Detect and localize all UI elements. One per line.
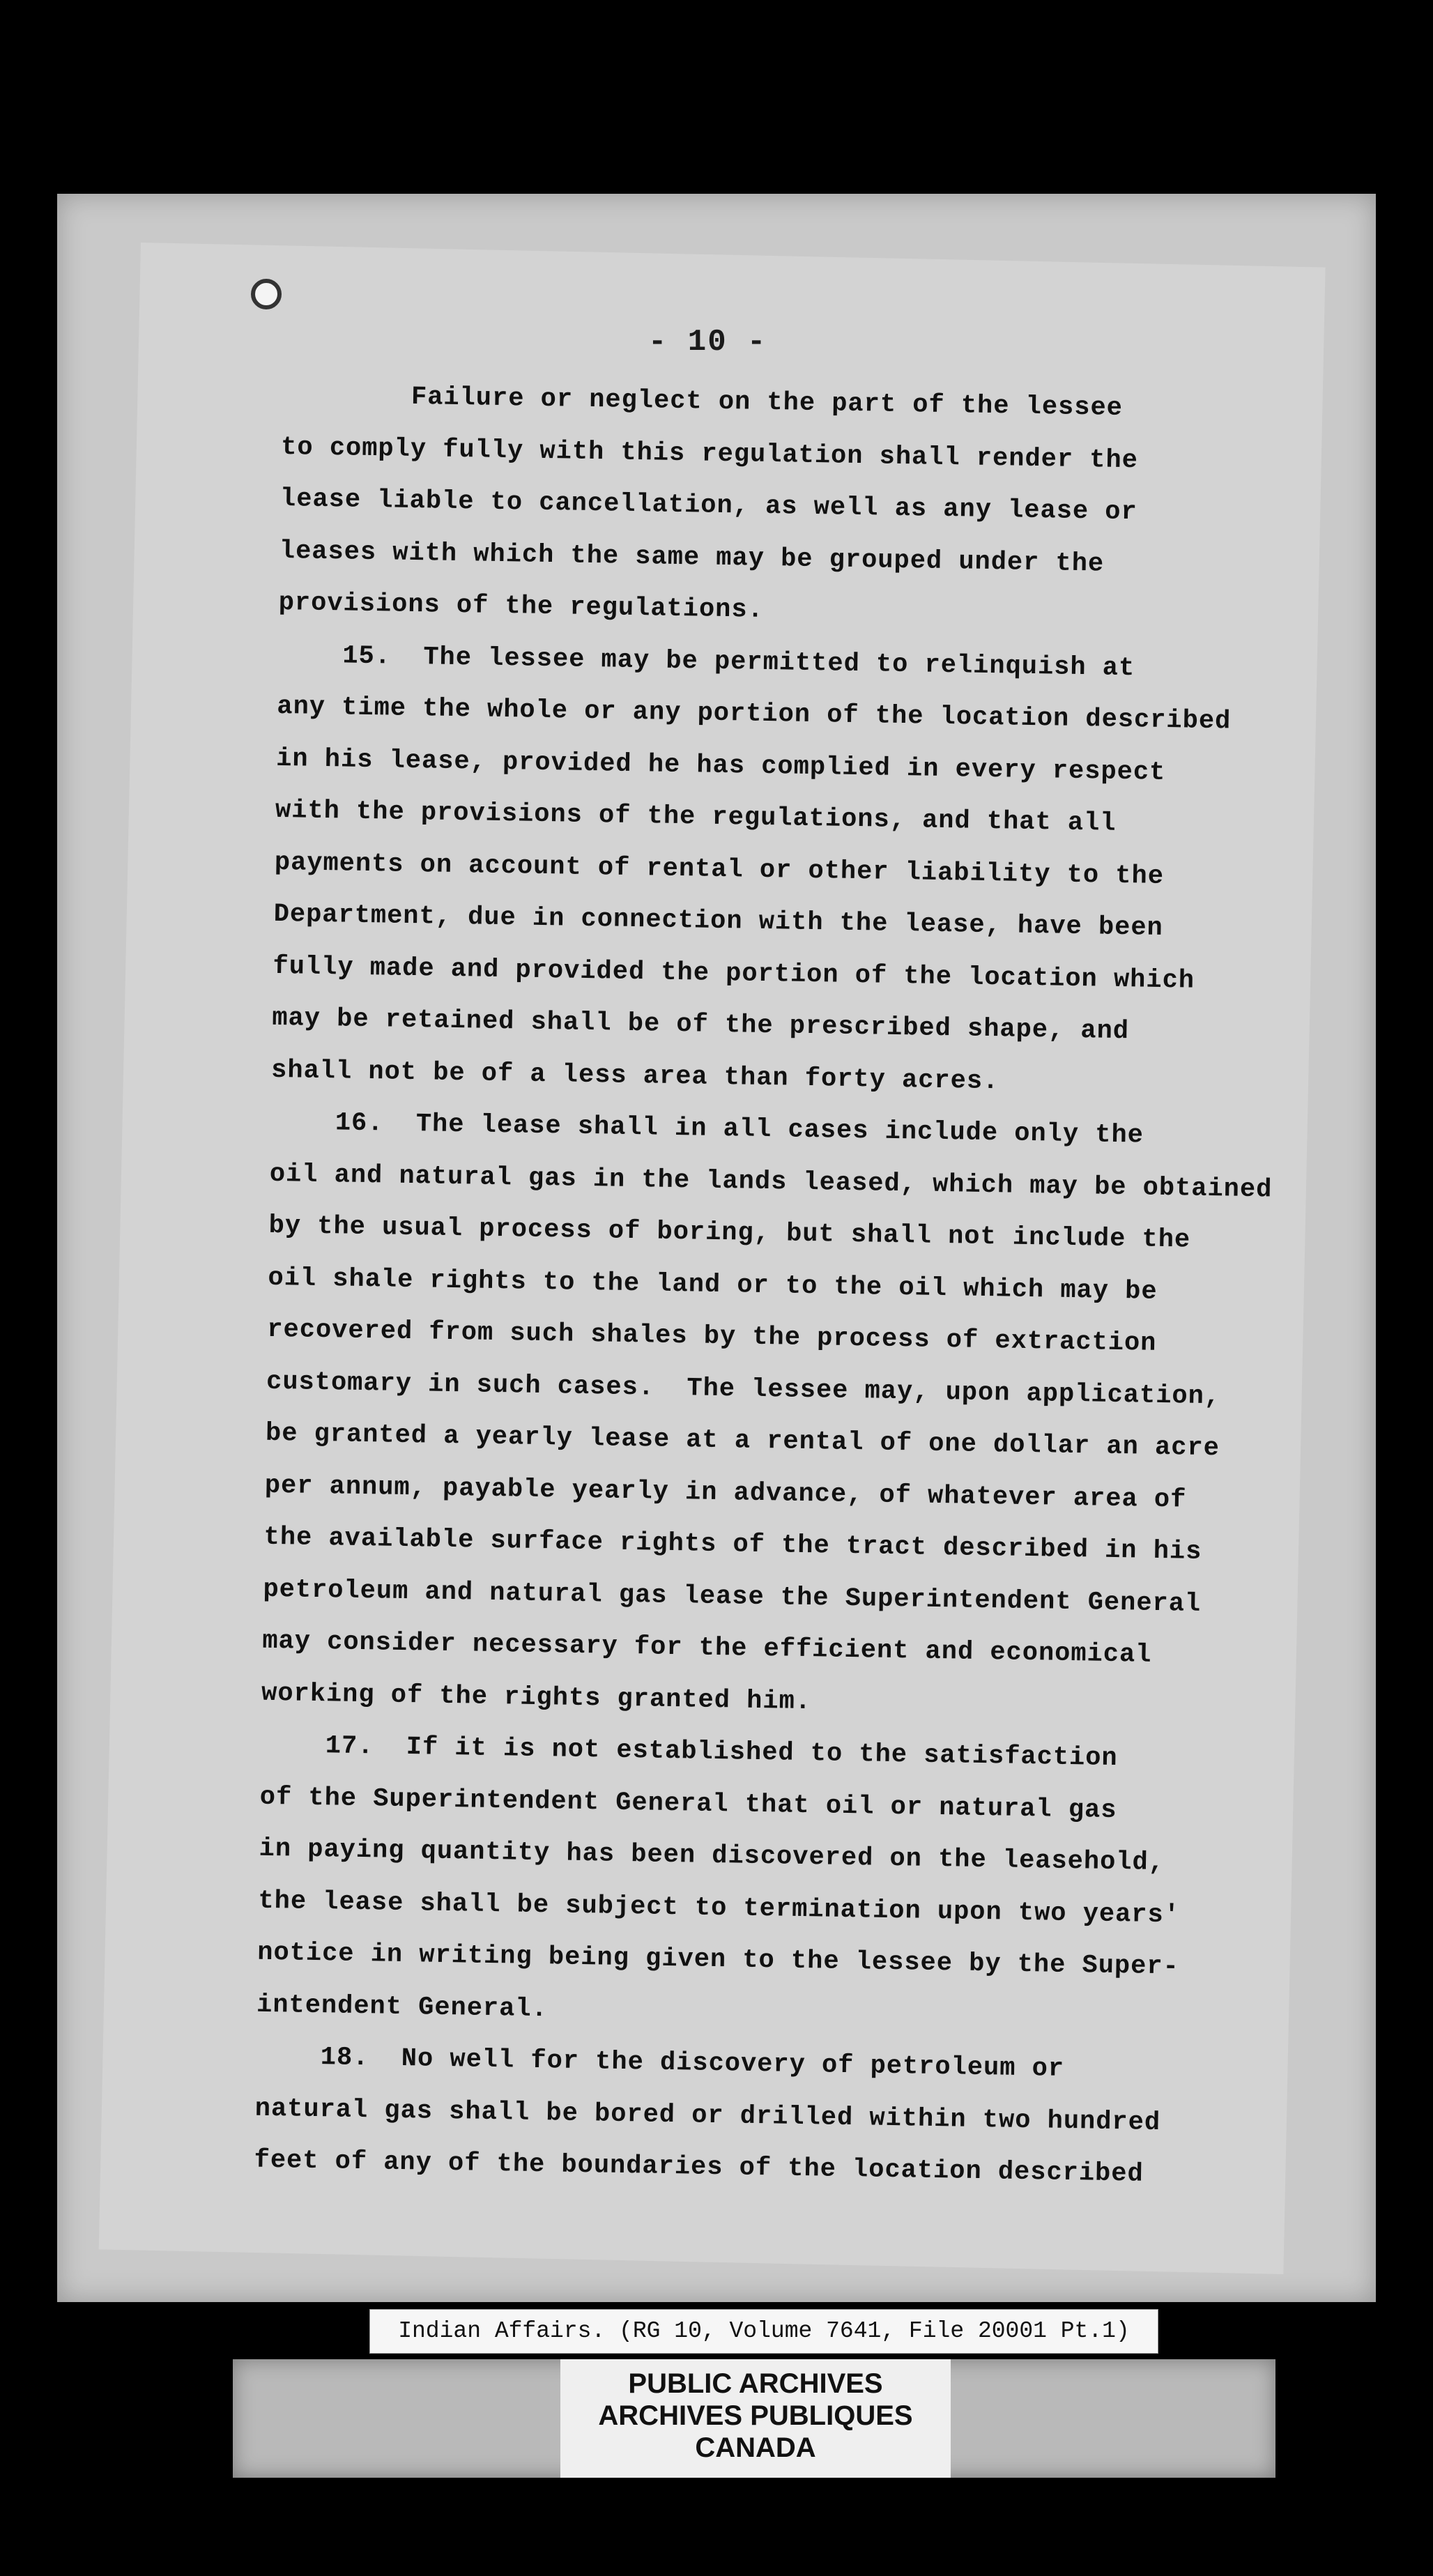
- text-line: oil and natural gas in the lands leased, which may be obtained: [269, 1159, 1273, 1204]
- text-line: Department, due in connection with the lease, have been: [273, 899, 1164, 943]
- text-line: the available surface rights of the tract described in his: [263, 1522, 1202, 1567]
- text-line: intendent General.: [256, 1990, 549, 2024]
- text-line: may be retained shall be of the prescribed shape, and: [272, 1003, 1130, 1047]
- text-line: recovered from such shales by the process of extraction: [267, 1314, 1157, 1358]
- text-line: feet of any of the boundaries of the location described: [254, 2145, 1144, 2189]
- text-line: with the provisions of the regulations, and that all: [275, 795, 1117, 838]
- text-line: in his lease, provided he has complied in every respect: [275, 744, 1166, 788]
- archives-strip: [233, 2359, 1275, 2478]
- text-line: 16. The lease shall in all cases include only the: [270, 1107, 1144, 1151]
- text-line: in paying quantity has been discovered on the leasehold,: [259, 1834, 1165, 1878]
- text-line: fully made and provided the portion of the location which: [273, 951, 1195, 996]
- archive-reference-label: Indian Affairs. (RG 10, Volume 7641, File 20001 Pt.1): [369, 2309, 1158, 2354]
- text-line: shall not be of a less area than forty acres.: [270, 1055, 999, 1096]
- text-line: working of the rights granted him.: [261, 1678, 812, 1717]
- text-line: oil shale rights to the land or to the oil which may be: [268, 1263, 1158, 1307]
- text-line: 18. No well for the discovery of petroleum or: [255, 2041, 1065, 2084]
- text-line: petroleum and natural gas lease the Superintendent General: [263, 1574, 1202, 1619]
- text-line: the lease shall be subject to termination upon two years': [258, 1886, 1181, 1931]
- document-body: [254, 369, 1300, 2202]
- text-line: of the Superintendent General that oil or natural gas: [259, 1782, 1117, 1825]
- text-line: 17. If it is not established to the satisfaction: [260, 1730, 1118, 1774]
- text-line: to comply fully with this regulation shall render the: [280, 432, 1139, 475]
- text-line: payments on account of rental or other liability to the: [274, 848, 1165, 891]
- text-line: may consider necessary for the efficient and economical: [262, 1626, 1152, 1670]
- text-line: by the usual process of boring, but shall not include the: [268, 1211, 1191, 1255]
- archives-stamp: [560, 2359, 951, 2478]
- text-line: any time the whole or any portion of the location described: [277, 691, 1232, 737]
- archives-stamp-line: CANADA: [695, 2432, 816, 2463]
- text-line: leases with which the same may be grouped under the: [279, 536, 1105, 579]
- text-line: notice in writing being given to the lessee by the Super-: [256, 1938, 1180, 1982]
- text-line: Failure or neglect on the part of the lessee: [282, 380, 1124, 423]
- text-line: provisions of the regulations.: [278, 588, 765, 625]
- archives-stamp-line: PUBLIC ARCHIVES: [628, 2368, 883, 2399]
- page-number: - 10 -: [648, 325, 767, 360]
- text-line: 15. The lessee may be permitted to relinquish at: [277, 640, 1135, 683]
- text-line: per annum, payable yearly in advance, of whatever area of: [264, 1471, 1187, 1515]
- text-line: customary in such cases. The lessee may, upon application,: [266, 1367, 1221, 1411]
- archives-stamp-line: ARCHIVES PUBLIQUES: [598, 2400, 913, 2431]
- punch-hole: [251, 279, 282, 309]
- text-line: lease liable to cancellation, as well as any lease or: [279, 484, 1138, 528]
- text-line: natural gas shall be bored or drilled within two hundred: [254, 2094, 1161, 2138]
- text-line: be granted a yearly lease at a rental of one dollar an acre: [265, 1418, 1220, 1464]
